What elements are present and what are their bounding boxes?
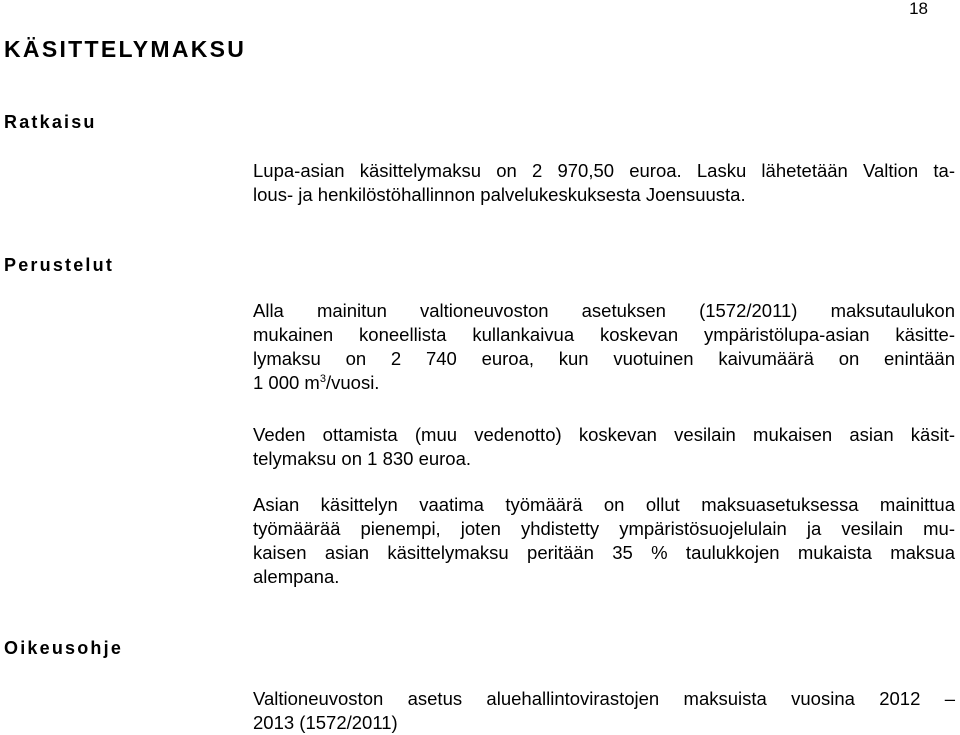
oikeusohje-paragraph: [253, 687, 955, 735]
paragraph-line: 2013 (1572/2011): [253, 712, 398, 733]
perustelut-paragraph-1: [253, 299, 955, 395]
volume-value: 1 000 m: [253, 372, 320, 393]
paragraph-line: lous- ja henkilöstöhallinnon palvelukeskuksesta Joensuusta.: [253, 184, 746, 205]
ratkaisu-paragraph: [253, 159, 955, 207]
paragraph-line: alempana.: [253, 566, 340, 587]
paragraph-line: Valtioneuvoston asetus aluehallintovirastojen maksuista vuosina 2012 –: [253, 688, 955, 709]
paragraph-line: kaisen asian käsittelymaksu peritään 35 % taulukkojen mukaista maksua: [253, 542, 955, 563]
paragraph-line: Asian käsittelyn vaatima työmäärä on ollut maksuasetuksessa mainittua: [253, 494, 955, 515]
perustelut-paragraph-2: [253, 423, 955, 471]
page-number: 18: [909, 0, 928, 18]
volume-unit: /vuosi.: [325, 372, 380, 393]
paragraph-line: työmäärää pienempi, joten yhdistetty ympäristösuojelulain ja vesilain mu-: [253, 518, 955, 539]
paragraph-line: mukainen koneellista kullankaivua koskevan ympäristölupa-asian käsitte-: [253, 324, 955, 345]
paragraph-line: Lupa-asian käsittelymaksu on 2 970,50 euroa. Lasku lähetetään Valtion ta-: [253, 160, 955, 181]
paragraph-line: telymaksu on 1 830 euroa.: [253, 448, 472, 469]
section-heading-ratkaisu: Ratkaisu: [4, 112, 97, 132]
section-heading-perustelut: Perustelut: [4, 255, 115, 275]
paragraph-line: Veden ottamista (muu vedenotto) koskevan vesilain mukaisen asian käsit-: [253, 424, 955, 445]
perustelut-paragraph-3: [253, 493, 955, 589]
section-heading-oikeusohje: Oikeusohje: [4, 638, 124, 658]
paragraph-line: Alla mainitun valtioneuvoston asetuksen (1572/2011) maksutaulukon: [253, 300, 955, 321]
cubic-superscript: 3: [319, 373, 326, 385]
paragraph-line-volume: [253, 371, 955, 395]
paragraph-line: lymaksu on 2 740 euroa, kun vuotuinen kaivumäärä on enintään: [253, 348, 955, 369]
document-title: KÄSITTELYMAKSU: [4, 36, 247, 62]
